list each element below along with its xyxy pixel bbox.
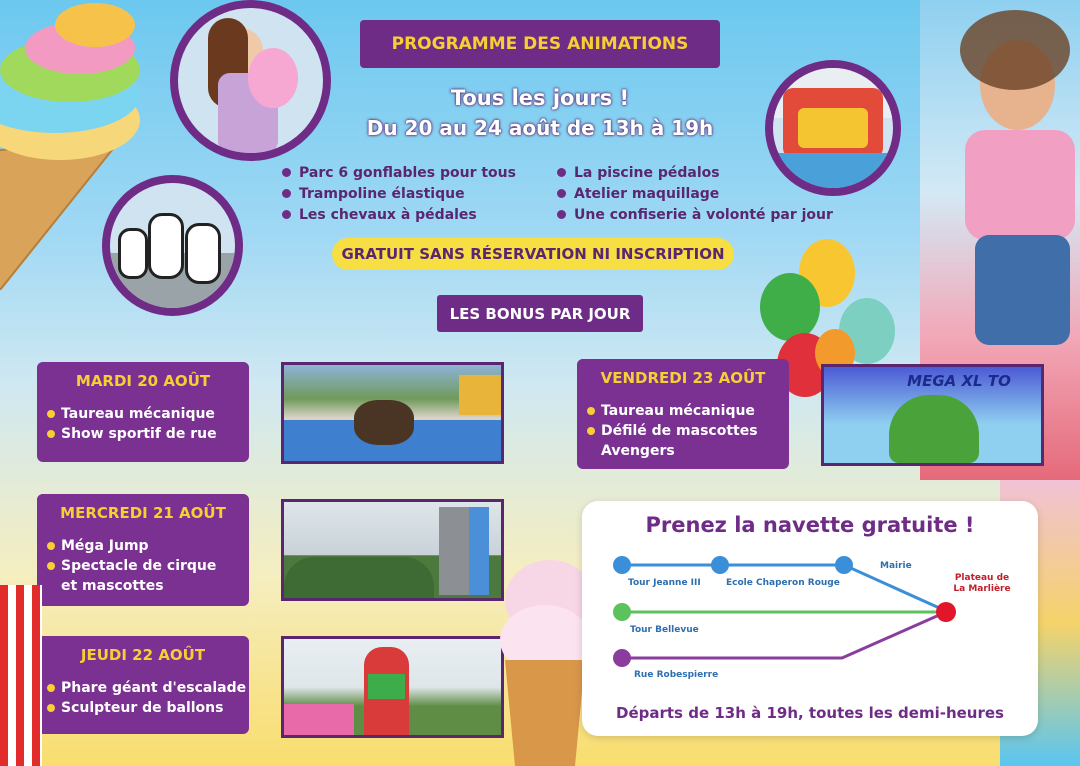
route-line-blue-end xyxy=(844,565,946,611)
schedule-line-1: Tous les jours ! xyxy=(450,86,630,110)
activity-item: Trampoline élastique xyxy=(282,183,516,204)
day-card-friday xyxy=(577,359,789,469)
shuttle-footer: Départs de 13h à 19h, toutes les demi-heures xyxy=(616,704,1004,722)
bonus-title: LES BONUS PAR JOUR xyxy=(437,295,643,332)
shuttle-card xyxy=(582,501,1038,736)
shuttle-title: Prenez la navette gratuite ! xyxy=(645,513,975,537)
climbing-tower-photo xyxy=(281,636,504,738)
stop-marker xyxy=(613,649,631,667)
shuttle-route-map xyxy=(582,501,1038,736)
stop-label: Tour Bellevue xyxy=(630,625,699,635)
popcorn-box-illustration xyxy=(0,585,42,766)
mega-jump-photo xyxy=(281,499,504,601)
day-card-thursday xyxy=(37,636,249,734)
page-title: PROGRAMME DES ANIMATIONS xyxy=(360,20,720,68)
free-banner: GRATUIT SANS RÉSERVATION NI INSCRIPTION xyxy=(332,238,734,270)
hulk-inflatable-photo xyxy=(821,364,1044,466)
day-title: VENDREDI 23 AOÛT xyxy=(577,359,789,397)
hulk-sign-text: MEGA XL TO xyxy=(907,372,1011,390)
activity-item: Parc 6 gonflables pour tous xyxy=(282,162,516,183)
terminus-label-1: Plateau de xyxy=(954,573,1010,583)
day-title: MERCREDI 21 AOÛT xyxy=(37,494,249,532)
day-item: Taureau mécanique xyxy=(47,404,217,424)
day-card-wednesday xyxy=(37,494,249,606)
stop-label: Tour Jeanne III xyxy=(628,578,701,588)
day-item: Show sportif de rue xyxy=(47,424,217,444)
day-item: Spectacle de cirque xyxy=(47,556,216,576)
day-card-tuesday xyxy=(37,362,249,462)
activity-item: Les chevaux à pédales xyxy=(282,204,516,225)
stop-marker xyxy=(835,556,853,574)
stop-marker xyxy=(711,556,729,574)
day-title: MARDI 20 AOÛT xyxy=(37,362,249,400)
panda-mascots-photo xyxy=(102,175,243,316)
day-item: Méga Jump xyxy=(47,536,216,556)
girl-cotton-candy-photo xyxy=(170,0,331,161)
activity-item: Atelier maquillage xyxy=(557,183,833,204)
activity-item: La piscine pédalos xyxy=(557,162,833,183)
day-item-continued: et mascottes xyxy=(61,578,164,594)
activities-right xyxy=(557,162,833,225)
day-item: Phare géant d'escalade xyxy=(47,678,246,698)
activity-item: Une confiserie à volonté par jour xyxy=(557,204,833,225)
ice-cream-cone-illustration xyxy=(500,520,585,766)
stop-marker xyxy=(613,556,631,574)
day-item: Taureau mécanique xyxy=(587,401,758,421)
stop-marker xyxy=(613,603,631,621)
mechanical-bull-photo xyxy=(281,362,504,464)
activities-left xyxy=(282,162,516,225)
schedule-line-2: Du 20 au 24 août de 13h à 19h xyxy=(366,116,714,140)
terminus-label-2: La Marlière xyxy=(953,584,1011,594)
stop-label: Rue Robespierre xyxy=(634,670,719,680)
day-title: JEUDI 22 AOÛT xyxy=(37,636,249,674)
day-item: Défilé de mascottes xyxy=(587,421,758,441)
day-item: Sculpteur de ballons xyxy=(47,698,246,718)
route-line-purple xyxy=(622,612,946,658)
stop-label: Ecole Chaperon Rouge xyxy=(726,578,840,588)
stop-label: Mairie xyxy=(880,561,912,571)
day-item-continued: Avengers xyxy=(601,443,675,459)
terminus-marker xyxy=(936,602,956,622)
